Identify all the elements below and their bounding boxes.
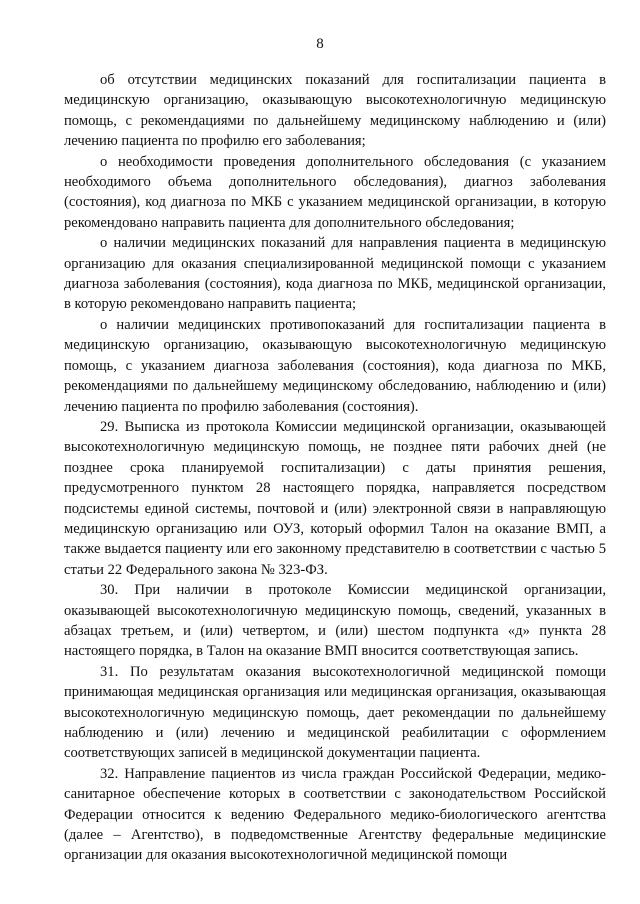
document-body: [64, 70, 606, 866]
paragraph-item-32: 32. Направление пациентов из числа граждан Российской Федерации, медико-санитарное обеспечение которых в соответствии с законодательством Российской Федерации относится к ведению Федерального медико-биологического агентства (далее – Агентство), в подведомственные Агентству федеральные медицинские организации для оказания высокотехнологичной медицинской помощи: [64, 765, 606, 864]
paragraph-additional-examination: о необходимости проведения дополнительного обследования (с указанием необходимого объема дополнительного обследования), диагноз заболевания (состояния), код диагноза по МКБ с указанием медицинской организации, в которую рекомендовано направить пациента для дополнительного обследования;: [64, 153, 606, 231]
paragraph-no-indications: об отсутствии медицинских показаний для госпитализации пациента в медицинскую организацию, оказывающую высокотехнологичную медицинскую помощь, с рекомендациями по дальнейшему медицинскому наблюдению и (или) лечению пациента по профилю его заболевания;: [64, 72, 606, 150]
paragraph-item-31: 31. По результатам оказания высокотехнологичной медицинской помощи принимающая медицинская организация или медицинская организация, оказывающая высокотехнологичную медицинскую помощь, дает рекомендации по дальнейшему наблюдению и (или) лечению и медицинской реабилитации с оформлением соответствующих записей в медицинской документации пациента.: [64, 663, 606, 762]
paragraph-item-29: 29. Выписка из протокола Комиссии медицинской организации, оказывающей высокотехнологичную медицинскую помощь, не позднее пяти рабочих дней (не позднее срока планируемой госпитализации) с даты принятия решения, предусмотренного пунктом 28 настоящего порядка, направляется посредством подсистемы единой системы, почтовой и (или) электронной связи в направляющую медицинскую организацию или ОУЗ, который оформил Талон на оказание ВМП, а также выдается пациенту или его законному представителю в соответствии с частью 5 статьи 22 Федерального закона № 323-ФЗ.: [64, 418, 606, 578]
page-number: 8: [316, 36, 324, 52]
paragraph-item-30: 30. При наличии в протоколе Комиссии медицинской организации, оказывающей высокотехнологичную медицинскую помощь, сведений, указанных в абзацах третьем, и (или) четвертом, и (или) шестом подпункта «д» пункта 28 настоящего порядка, в Талон на оказание ВМП вносится соответствующая запись.: [64, 582, 606, 660]
paragraph-specialized-care: о наличии медицинских показаний для направления пациента в медицинскую организацию для оказания специализированной медицинской помощи с указанием диагноза заболевания (состояния), кода диагноза по МКБ, медицинской организации, в которую рекомендовано направить пациента;: [64, 235, 606, 313]
paragraph-contraindications: о наличии медицинских противопоказаний для госпитализации пациента в медицинскую организацию, оказывающую высокотехнологичную медицинскую помощь, с указанием диагноза заболевания (состояния), кода диагноза по МКБ, рекомендациями по дальнейшему медицинскому обследованию, наблюдению и (или) лечению пациента по профилю заболевания (состояния).: [64, 316, 606, 415]
